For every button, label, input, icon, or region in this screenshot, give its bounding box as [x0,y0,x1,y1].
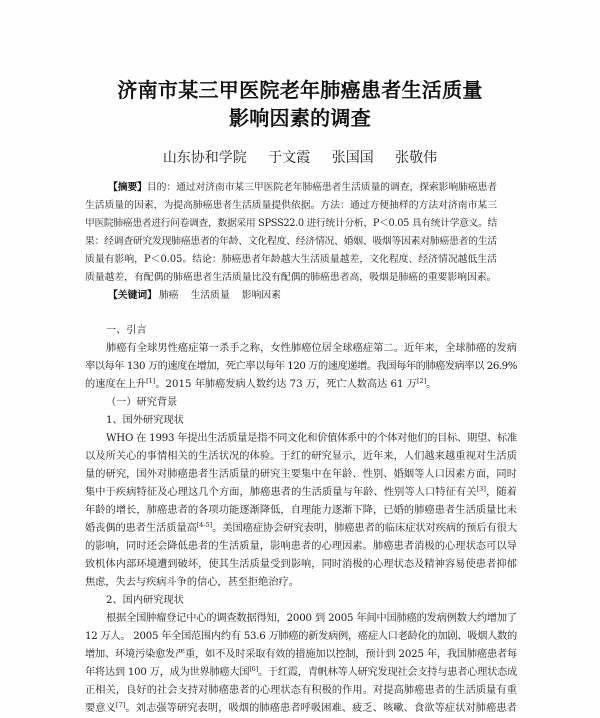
subsection-heading-text: （一）研究背景 [106,397,178,408]
text-segment: 根据全国肿瘤登记中心的调查数据得知，2000 到 2005 年间中国肺癌的发病例数大约增加了 [106,613,517,624]
author-name: 张国国 [331,150,374,166]
text-segment: 焦虑，失去与疾病斗争的信心，甚至拒绝治疗。 [85,577,299,588]
body-line [85,502,517,520]
abstract-line [85,269,497,287]
keywords-label: 【关键词】 [108,290,157,301]
abstract-line [85,197,497,215]
text-segment: 婚丧偶的患者生活质量高 [85,523,197,534]
keyword: 影响因素 [241,290,281,301]
body-line [85,466,517,484]
body-line [85,430,517,448]
body-line [85,376,517,394]
abstract-text: 甲医院肺癌患者进行问卷调查，数据采用 SPSS22.0 进行统计分析，P＜0.05 具有统计学意义。结 [85,218,497,229]
text-segment: 12 万人。 2005 年全国范围内约有 53.6 万肺癌的新发病例，癌症人口老龄化的加剧、吸烟人数的 [85,631,517,642]
section-heading [85,322,517,340]
keyword: 肺癌 [158,290,179,301]
body-line [85,448,517,466]
abstract-line [85,179,497,197]
abstract-text: 果：经调查研究发现肺癌患者的年龄、文化程度、经济情况、婚姻、吸烟等因素对肺癌患者的生活 [85,236,497,247]
body-line [85,646,517,664]
body-line [85,538,517,556]
abstract-line [85,251,497,269]
reference-marker: [6] [249,665,258,673]
abstract-label: 【摘要】 [108,182,147,193]
text-segment: 以及所关心的事情相关的生活状况的体验。于红的研究显示，近年来，人们越来越重视对生活质 [85,451,517,462]
reference-marker: [4-5] [196,521,213,529]
text-segment: 。刘志强等研究表明，吸烟的肺癌患者呼吸困难、疲乏、咳嗽、食欲等症状对肺癌患者 [125,703,518,714]
abstract-text: 生活质量的因素，为提高肺癌患者生活质量提供依据。方法：通过方便抽样的方法对济南市某三 [85,200,497,211]
reference-marker: [2] [416,377,427,385]
text-segment: ，随着 [486,487,518,498]
text-segment: 致机体内部环境遭到破坏，使其生活质量受到影响，同时消极的心理状态及精神容易使患者抑郁 [85,559,517,570]
subsection-heading [85,592,517,610]
body-line [85,340,517,358]
keyword: 生活质量 [190,290,230,301]
abstract-line [85,233,497,251]
body-line [85,628,517,646]
reference-marker: [1] [146,377,156,385]
text-segment: 的速度在上升 [85,379,147,390]
author-name: 张敬伟 [395,150,438,166]
body-line [85,520,517,538]
subsection-heading-text: 1、国外研究现状 [106,415,184,426]
text-segment: 。 [426,379,437,390]
text-segment: 率以每年 130 万的速度在增加，死亡率以每年 120 万的速度递增。我国每年的肺癌发病率以 26.9% [85,361,517,372]
text-segment: 要意义 [85,703,116,714]
subsection-heading-text: 2、国内研究现状 [106,595,184,606]
body-text [85,322,517,718]
author-name: 于文霞 [268,150,311,166]
article-title [0,76,600,132]
abstract [85,179,497,287]
subsection-heading [85,412,517,430]
text-segment: 年龄的增长，肺癌患者的各项功能逐渐降低，自理能力逐渐下降，已婚的肺癌患者生活质量比未 [85,505,517,516]
text-segment: 。美国癌症协会研究表明，肺癌患者的临床症状对疾病的预后有很大 [212,523,518,534]
affiliation: 山东协和学院 [162,150,247,166]
body-line [85,484,517,502]
text-segment: 量的研究，国外对肺癌患者生活质量的研究主要集中在年龄、性别、婚姻等人口因素方面，同时 [85,469,517,480]
abstract-line [85,215,497,233]
body-line [85,358,517,376]
byline [0,149,600,167]
abstract-text: 质量有影响，P＜0.05。结论：肺癌患者年龄越大生活质量越差，文化程度、经济情况越低生活 [85,254,497,265]
body-line [85,664,517,682]
text-segment: 。于红霞，青帆林等人研究发现社会支持与患者心理状态成 [257,667,517,678]
text-segment: 年将达到 100 万，成为世界肺癌大国 [85,667,250,678]
section-heading-text: 一、引言 [106,325,147,336]
text-segment: 正相关，良好的社会支持对肺癌患者的心理状态有积极的作用。对提高肺癌患者的生活质量有重 [85,685,517,696]
body-line [85,682,517,700]
text-segment: 增加、环境污染愈发严重，如不及时采取有效的措施加以控制，预计到 2025 年，我国肺癌患者每 [85,649,517,660]
text-segment: WHO 在 1993 年提出生活质量是指不同文化和价值体系中的个体对他们的目标、期望、标准 [106,433,517,444]
body-line [85,556,517,574]
reference-marker: [3] [476,485,487,493]
body-line [85,700,517,718]
text-segment: 肺癌有全球男性癌症第一杀手之称，女性肺癌位居全球癌症第二。近年来，全球肺癌的发病 [106,343,517,354]
keywords-line [85,287,497,305]
body-line [85,610,517,628]
keywords [85,287,497,305]
body-line [85,574,517,592]
text-segment: 的影响，同时还会降低患者的生活质量，影响患者的心理因素。肺癌患者消极的心理状态可以导 [85,541,517,552]
text-segment: 。2015 年肺癌发病人数约达 73 万，死亡人数高达 61 万 [155,379,417,390]
title-line: 影响因素的调查 [228,106,372,130]
reference-marker: [7] [115,701,126,709]
subsection-heading [85,394,517,412]
text-segment: 集中于疾病特征及心理这几个方面，肺癌患者的生活质量与年龄、性别等人口特征有关 [85,487,477,498]
title-line: 济南市某三甲医院老年肺癌患者生活质量 [117,78,483,102]
abstract-text: 质量越差，有配偶的肺癌患者生活质量比没有配偶的肺癌患者高，吸烟是肺癌的重要影响因素。 [85,272,497,283]
abstract-text: 目的：通过对济南市某三甲医院老年肺癌患者生活质量的调查，探索影响肺癌患者 [146,182,498,193]
